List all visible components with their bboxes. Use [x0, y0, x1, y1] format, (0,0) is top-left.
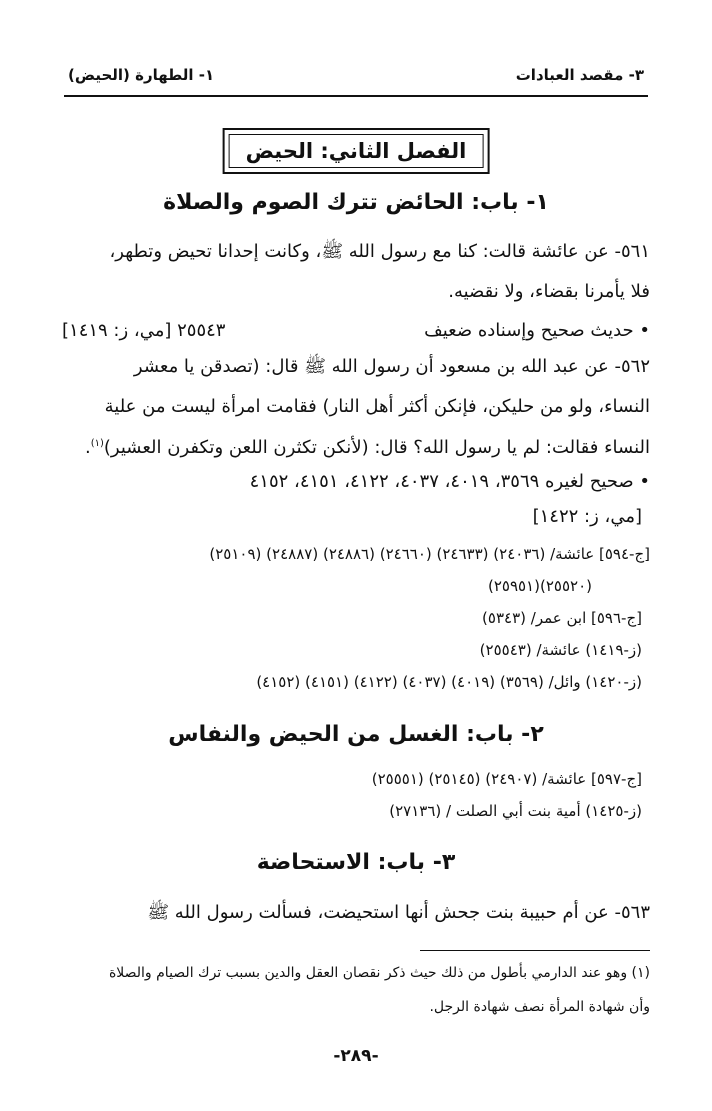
running-header-left: ١- الطهارة (الحيض): [68, 66, 215, 84]
hadith-562-line-3: [62, 437, 650, 458]
footnote-marker: (١): [90, 438, 104, 449]
hadith-562-line-3-text: النساء فقالت: لم يا رسول الله؟ قال: (لأنكن تكثرن اللعن وتكفرن العشير): [103, 437, 650, 458]
hadith-561-line-1: ٥٦١- عن عائشة قالت: كنا مع رسول الله ﷺ، وكانت إحدانا تحيض وتطهر،: [109, 241, 650, 262]
reference-line: (ز-١٤١٩) عائشة/ (٢٥٥٤٣): [479, 641, 642, 659]
hadith-562-reference: [مي، ز: ١٤٢٢]: [532, 506, 642, 527]
footnote-line-2: وأن شهادة المرأة نصف شهادة الرجل.: [429, 999, 650, 1015]
reference-line: [ج-٥٩٦] ابن عمر/ (٥٣٤٣): [482, 609, 642, 627]
section-2-title: ٢- باب: الغسل من الحيض والنفاس: [168, 722, 544, 747]
hadith-562-line-2: النساء، ولو من حليكن، فإنكن أكثر أهل النار) فقامت امرأة ليست من علية: [104, 396, 650, 417]
footnote-line-1: (١) وهو عند الدارمي بأطول من ذلك حيث ذكر نقصان العقل والدين بسبب ترك الصيام والصلاة: [108, 965, 650, 981]
section-3-title: ٣- باب: الاستحاضة: [256, 850, 456, 875]
hadith-561-grade: • حديث صحيح وإسناده ضعيف: [424, 320, 650, 341]
section-1-title: ١- باب: الحائض تترك الصوم والصلاة: [163, 190, 549, 215]
chapter-title: الفصل الثاني: الحيض: [229, 134, 484, 168]
hadith-561-reference: ٢٥٥٤٣ [مي، ز: ١٤١٩]: [62, 320, 226, 341]
header-rule: [64, 95, 648, 97]
hadith-562-line-3-end: .: [84, 437, 91, 458]
hadith-563-line-1: ٥٦٣- عن أم حبيبة بنت جحش أنها استحيضت، فسألت رسول الله ﷺ: [147, 902, 650, 923]
page-number: -٢٨٩-: [333, 1046, 379, 1066]
hadith-562-line-1: ٥٦٢- عن عبد الله بن مسعود أن رسول الله ﷺ قال: (تصدقن يا معشر: [133, 356, 650, 377]
hadith-562-grade: • صحيح لغيره ٣٥٦٩، ٤٠١٩، ٤٠٣٧، ٤١٢٢، ٤١٥١، ٤١٥٢: [249, 471, 650, 492]
reference-line: (ز-١٤٢٥) أمية بنت أبي الصلت / (٢٧١٣٦): [389, 802, 642, 820]
reference-line: [ج-٥٩٧] عائشة/ (٢٤٩٠٧) (٢٥١٤٥) (٢٥٥٥١): [371, 770, 642, 788]
hadith-561-grade-row: [62, 320, 650, 341]
reference-line: (٢٥٥٢٠)(٢٥٩٥١): [487, 577, 592, 595]
running-header-right: ٣- مقصد العبادات: [515, 66, 644, 84]
reference-line: [ج-٥٩٤] عائشة/ (٢٤٠٣٦) (٢٤٦٣٣) (٢٤٦٦٠) (٢٤٨٨٦) (٢٤٨٨٧) (٢٥١٠٩): [209, 545, 650, 563]
footnote-rule: [420, 950, 650, 951]
chapter-title-box: [223, 128, 490, 174]
reference-line: (ز-١٤٢٠) وائل/ (٣٥٦٩) (٤٠١٩) (٤٠٣٧) (٤١٢٢) (٤١٥١) (٤١٥٢): [256, 673, 642, 691]
hadith-561-line-2: فلا يأمرنا بقضاء، ولا نقضيه.: [448, 281, 650, 302]
